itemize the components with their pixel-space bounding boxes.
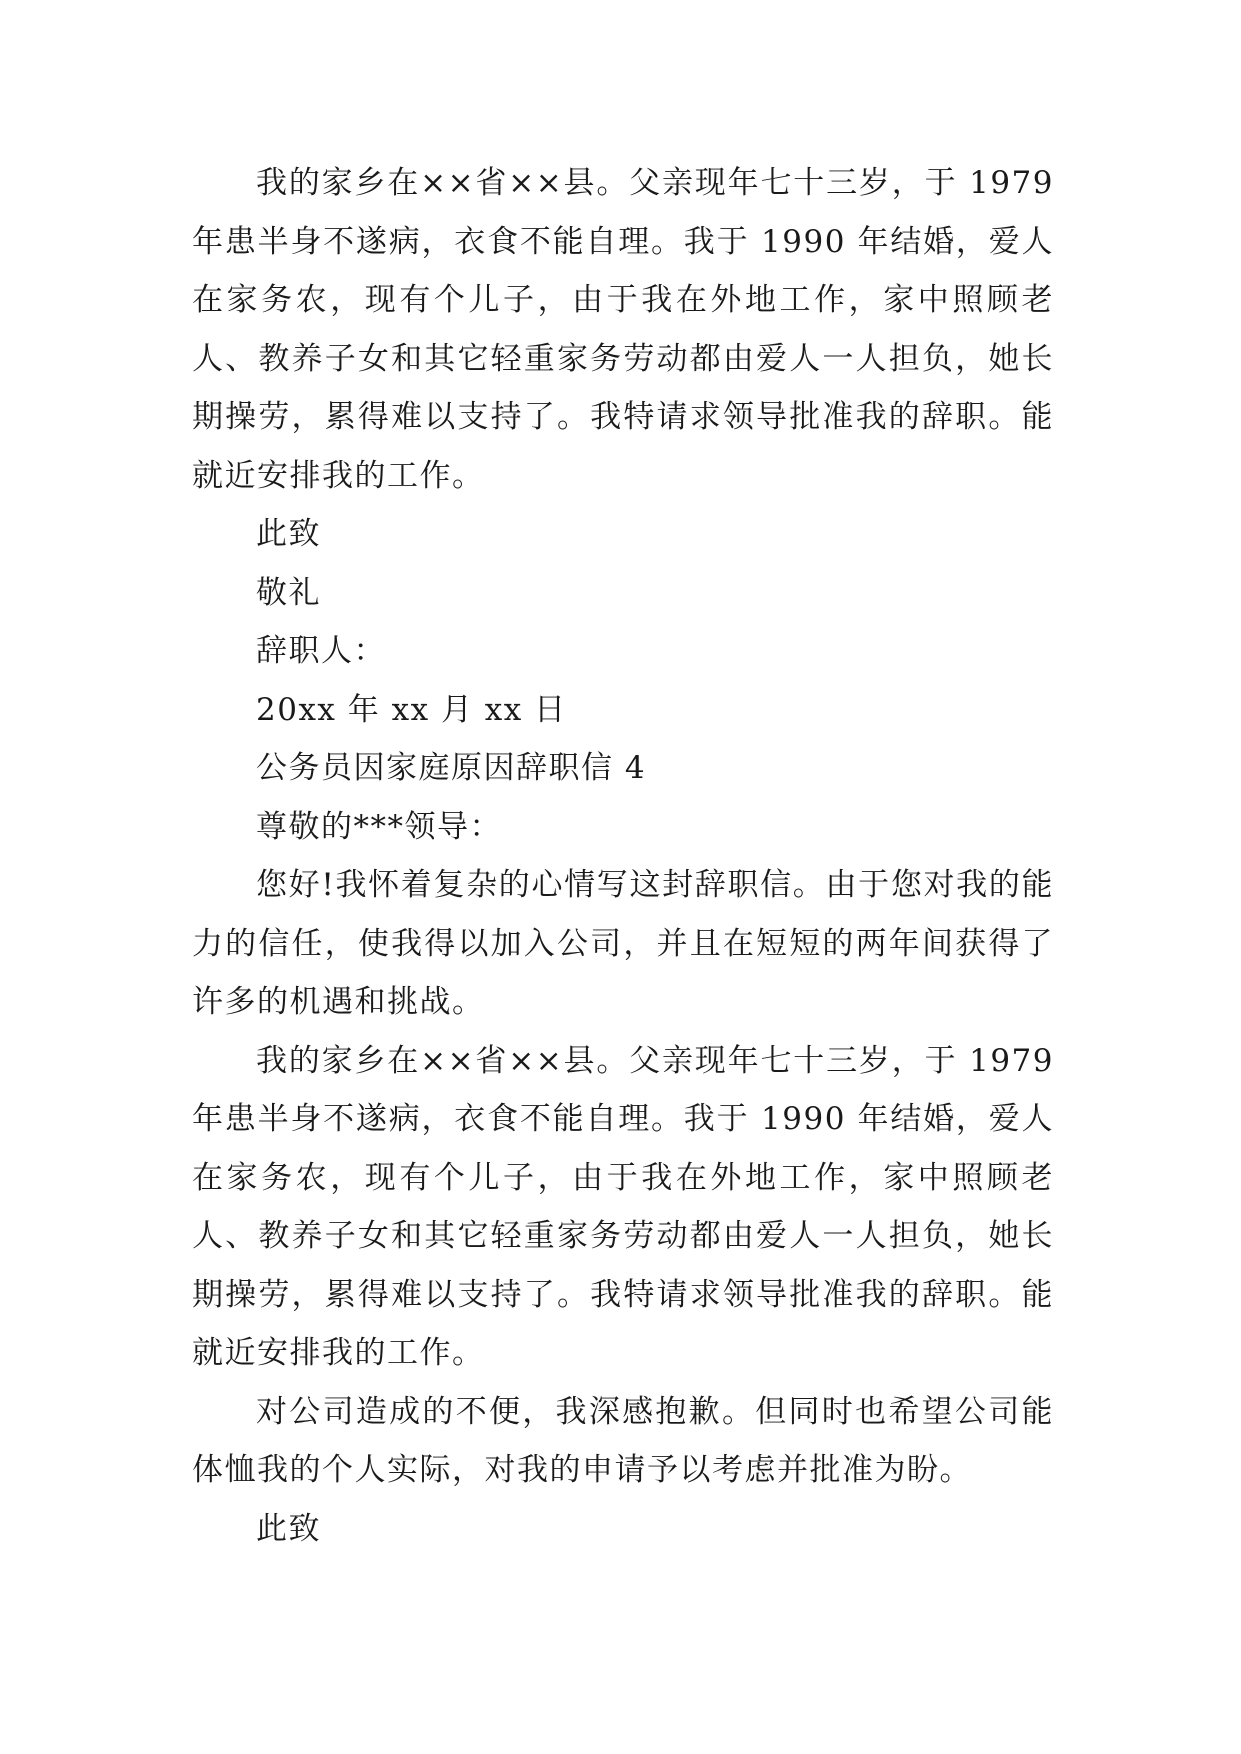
letter-title: 公务员因家庭原因辞职信 4 xyxy=(256,750,647,786)
paragraph-apology: 对公司造成的不便，我深感抱歉。但同时也希望公司能体恤我的个人实际，对我的申请予以考虑并批准为盼。 xyxy=(192,1393,1054,1488)
paragraph-family-situation-2: 我的家乡在××省××县。父亲现年七十三岁，于 1979 年患半身不遂病，衣食不能自理。我于 1990 年结婚，爱人在家务农，现有个儿子，由于我在外地工作，家中照顾老人、教养子女和其它轻重家务劳动都由爱人一人担负，她长期操劳，累得难以支持了。我特请求领导批准我的辞职。能就近安排我的工作。 xyxy=(192,1042,1054,1371)
paragraph-family-situation: 我的家乡在××省××县。父亲现年七十三岁，于 1979 年患半身不遂病，衣食不能自理。我于 1990 年结婚，爱人在家务农，现有个儿子，由于我在外地工作，家中照顾老人、教养子女和其它轻重家务劳动都由爱人一人担负，她长期操劳，累得难以支持了。我特请求领导批准我的辞职。能就近安排我的工作。 xyxy=(192,165,1054,494)
signature-label: 辞职人： xyxy=(256,633,386,669)
closing-salutation: 此致 xyxy=(256,516,321,552)
document-body xyxy=(192,154,1054,1558)
closing-salutation-2: 此致 xyxy=(256,1510,321,1547)
greeting: 尊敬的***领导： xyxy=(256,808,502,845)
date-line: 20xx 年 xx 月 xx 日 xyxy=(256,691,567,728)
closing-regards: 敬礼 xyxy=(256,574,321,611)
paragraph-opening: 您好!我怀着复杂的心情写这封辞职信。由于您对我的能力的信任，使我得以加入公司，并且在短短的两年间获得了许多的机遇和挑战。 xyxy=(192,867,1054,1020)
